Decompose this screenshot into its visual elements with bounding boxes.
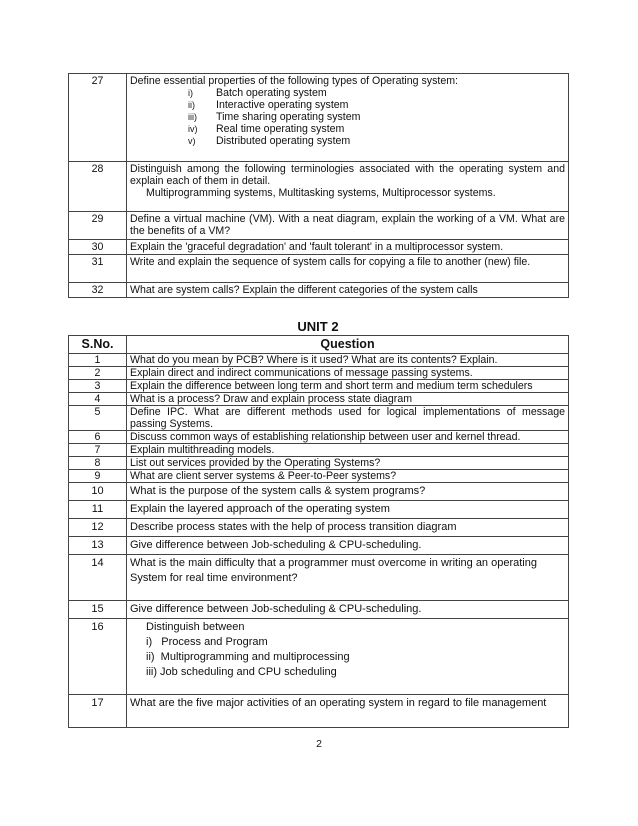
- page-number: 2: [316, 738, 322, 750]
- row-number: 29: [69, 212, 127, 240]
- question-text: Explain the difference between long term and short term and medium term schedulers: [127, 380, 569, 393]
- row-number: 14: [69, 555, 127, 601]
- question-text: Explain multithreading models.: [127, 444, 569, 457]
- table-row: [69, 555, 569, 601]
- question-text: What is a process? Draw and explain process state diagram: [127, 393, 569, 406]
- question-cell: [127, 162, 569, 212]
- row-number: 15: [69, 601, 127, 619]
- table-row: [69, 601, 569, 619]
- table-row: [69, 695, 569, 728]
- row-number: 1: [69, 354, 127, 367]
- row-number: 12: [69, 519, 127, 537]
- row-number: 13: [69, 537, 127, 555]
- table-row: [69, 283, 569, 298]
- question-text: What are system calls? Explain the different categories of the system calls: [127, 283, 569, 298]
- row-number: 2: [69, 367, 127, 380]
- table-row: [69, 240, 569, 255]
- row-number: 9: [69, 470, 127, 483]
- row-number: 17: [69, 695, 127, 728]
- question-text: What is the main difficulty that a programmer must overcome in writing an operating: [130, 557, 537, 569]
- question-text: Explain direct and indirect communications of message passing systems.: [127, 367, 569, 380]
- sub-item: v) Distributed operating system: [188, 135, 351, 147]
- question-text: Write and explain the sequence of system calls for copying a file to another (new) file.: [127, 255, 569, 283]
- sub-item: iv) Real time operating system: [188, 123, 345, 135]
- row-number: 8: [69, 457, 127, 470]
- question-text: Explain the layered approach of the operating system: [127, 501, 569, 519]
- sub-item: iii) Job scheduling and CPU scheduling: [146, 666, 337, 678]
- table-row: [69, 470, 569, 483]
- question-text: What are client server systems & Peer-to-Peer systems?: [127, 470, 569, 483]
- question-text: Distinguish among the following terminologies associated with the operating system and explain each of them in detail.: [130, 163, 565, 187]
- table-row: [69, 212, 569, 240]
- table-header-row: [69, 336, 569, 354]
- row-number: 10: [69, 483, 127, 501]
- table-row: [69, 501, 569, 519]
- question-cell: [127, 74, 569, 162]
- question-text: Give difference between Job-scheduling & CPU-scheduling.: [127, 537, 569, 555]
- unit-title: UNIT 2: [297, 319, 339, 334]
- table-row: [69, 537, 569, 555]
- sub-item: iii) Time sharing operating system: [188, 111, 361, 123]
- sub-item: ii) Interactive operating system: [188, 99, 349, 111]
- question-text: Discuss common ways of establishing relationship between user and kernel thread.: [127, 431, 569, 444]
- table-row: [69, 162, 569, 212]
- question-text: List out services provided by the Operating Systems?: [127, 457, 569, 470]
- sno-header: S.No.: [69, 336, 127, 354]
- question-cell: [127, 555, 569, 601]
- row-number: 5: [69, 406, 127, 431]
- questions-table-unit1: [68, 73, 569, 298]
- table-row: [69, 74, 569, 162]
- table-row: [69, 519, 569, 537]
- question-text: Define IPC. What are different methods used for logical implementations of message passing Systems.: [127, 406, 569, 431]
- question-text: Describe process states with the help of process transition diagram: [127, 519, 569, 537]
- table-row: [69, 457, 569, 470]
- question-text-line2: Multiprogramming systems, Multitasking systems, Multiprocessor systems.: [146, 187, 496, 199]
- question-text: Define essential properties of the following types of Operating system:: [130, 75, 458, 87]
- table-row: [69, 354, 569, 367]
- table-row: [69, 431, 569, 444]
- question-text: Define a virtual machine (VM). With a neat diagram, explain the working of a VM. What are the benefits of a VM?: [127, 212, 569, 240]
- sub-item: i) Process and Program: [146, 636, 268, 648]
- question-text: What are the five major activities of an operating system in regard to file management: [127, 695, 569, 728]
- question-text: Explain the 'graceful degradation' and 'fault tolerant' in a multiprocessor system.: [127, 240, 569, 255]
- table-row: [69, 444, 569, 457]
- question-text: What do you mean by PCB? Where is it used? What are its contents? Explain.: [127, 354, 569, 367]
- table-row: [69, 380, 569, 393]
- row-number: 4: [69, 393, 127, 406]
- question-text: Distinguish between: [146, 621, 245, 633]
- question-cell: [127, 619, 569, 695]
- row-number: 3: [69, 380, 127, 393]
- row-number: 7: [69, 444, 127, 457]
- row-number: 28: [69, 162, 127, 212]
- question-text: What is the purpose of the system calls & system programs?: [127, 483, 569, 501]
- row-number: 27: [69, 74, 127, 162]
- sub-item: i) Batch operating system: [188, 87, 327, 99]
- question-text: Give difference between Job-scheduling & CPU-scheduling.: [127, 601, 569, 619]
- table-row: [69, 393, 569, 406]
- row-number: 32: [69, 283, 127, 298]
- question-text-line2: System for real time environment?: [130, 572, 298, 584]
- table-row: [69, 619, 569, 695]
- row-number: 6: [69, 431, 127, 444]
- table-row: [69, 255, 569, 283]
- row-number: 11: [69, 501, 127, 519]
- sub-item: ii) Multiprogramming and multiprocessing: [146, 651, 350, 663]
- table-row: [69, 367, 569, 380]
- table-row: [69, 483, 569, 501]
- questions-table-unit2: [68, 335, 569, 728]
- question-header: Question: [127, 336, 569, 354]
- row-number: 30: [69, 240, 127, 255]
- row-number: 16: [69, 619, 127, 695]
- table-row: [69, 406, 569, 431]
- row-number: 31: [69, 255, 127, 283]
